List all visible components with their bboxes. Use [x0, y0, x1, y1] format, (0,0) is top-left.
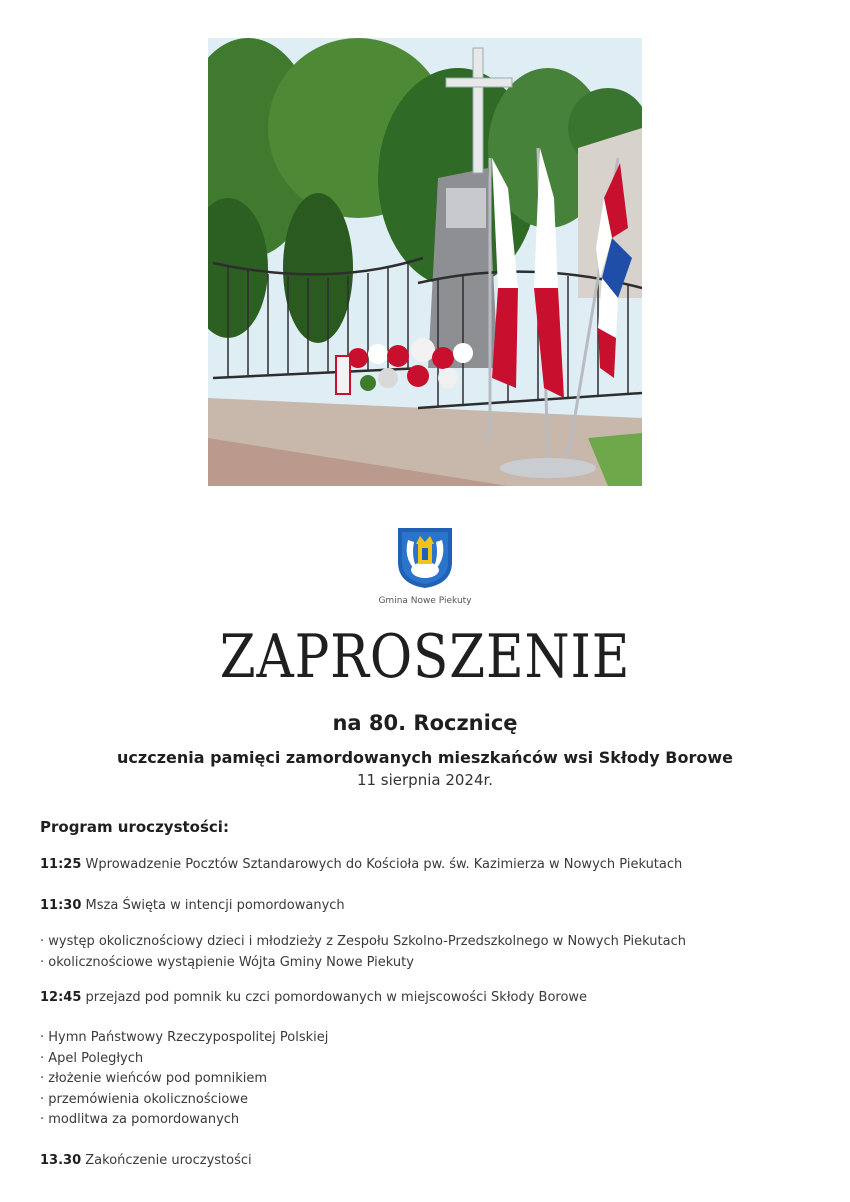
coat-of-arms-icon [396, 526, 454, 590]
program-item [40, 1153, 252, 1168]
program-item [40, 898, 345, 913]
program-text: Wprowadzenie Pocztów Sztandarowych do Kościoła pw. św. Kazimierza w Nowych Piekutach [85, 857, 683, 872]
program-subitem: · złożenie wieńców pod pomnikiem [40, 1071, 267, 1086]
program-time: 12:45 [40, 990, 82, 1005]
org-name: Gmina Nowe Piekuty [378, 596, 472, 606]
memorial-photo-illustration [208, 38, 642, 486]
program-item [40, 857, 682, 872]
program-time: 11:30 [40, 898, 82, 913]
program-item [40, 990, 587, 1005]
program-heading: Program uroczystości: [40, 818, 229, 836]
program-subitem: · Apel Poległych [40, 1051, 144, 1066]
program-subitem: · Hymn Państwowy Rzeczypospolitej Polskiej [40, 1030, 329, 1045]
event-date: 11 sierpnia 2024r. [356, 771, 494, 789]
program-subitem: · modlitwa za pomordowanych [40, 1112, 240, 1127]
program-subitem: · okolicznościowe wystąpienie Wójta Gminy Nowe Piekuty [40, 955, 414, 970]
page-title: ZAPROSZENIE [219, 622, 631, 692]
program-subitem: · przemówienia okolicznościowe [40, 1092, 248, 1107]
program-subitem: · występ okolicznościowy dzieci i młodzieży z Zespołu Szkolno-Przedszkolnego w Nowych Piekutach [40, 934, 686, 949]
commemoration-heading: uczczenia pamięci zamordowanych mieszkańców wsi Skłody Borowe [117, 748, 733, 767]
program-text: Zakończenie uroczystości [85, 1153, 252, 1168]
memorial-photo [208, 38, 642, 486]
program-time: 11:25 [40, 857, 82, 872]
program-text: przejazd pod pomnik ku czci pomordowanych w miejscowości Skłody Borowe [85, 990, 588, 1005]
program-text: Msza Święta w intencji pomordowanych [85, 898, 345, 913]
program-time: 13.30 [40, 1153, 82, 1168]
anniversary-heading: na 80. Rocznicę [332, 711, 518, 735]
